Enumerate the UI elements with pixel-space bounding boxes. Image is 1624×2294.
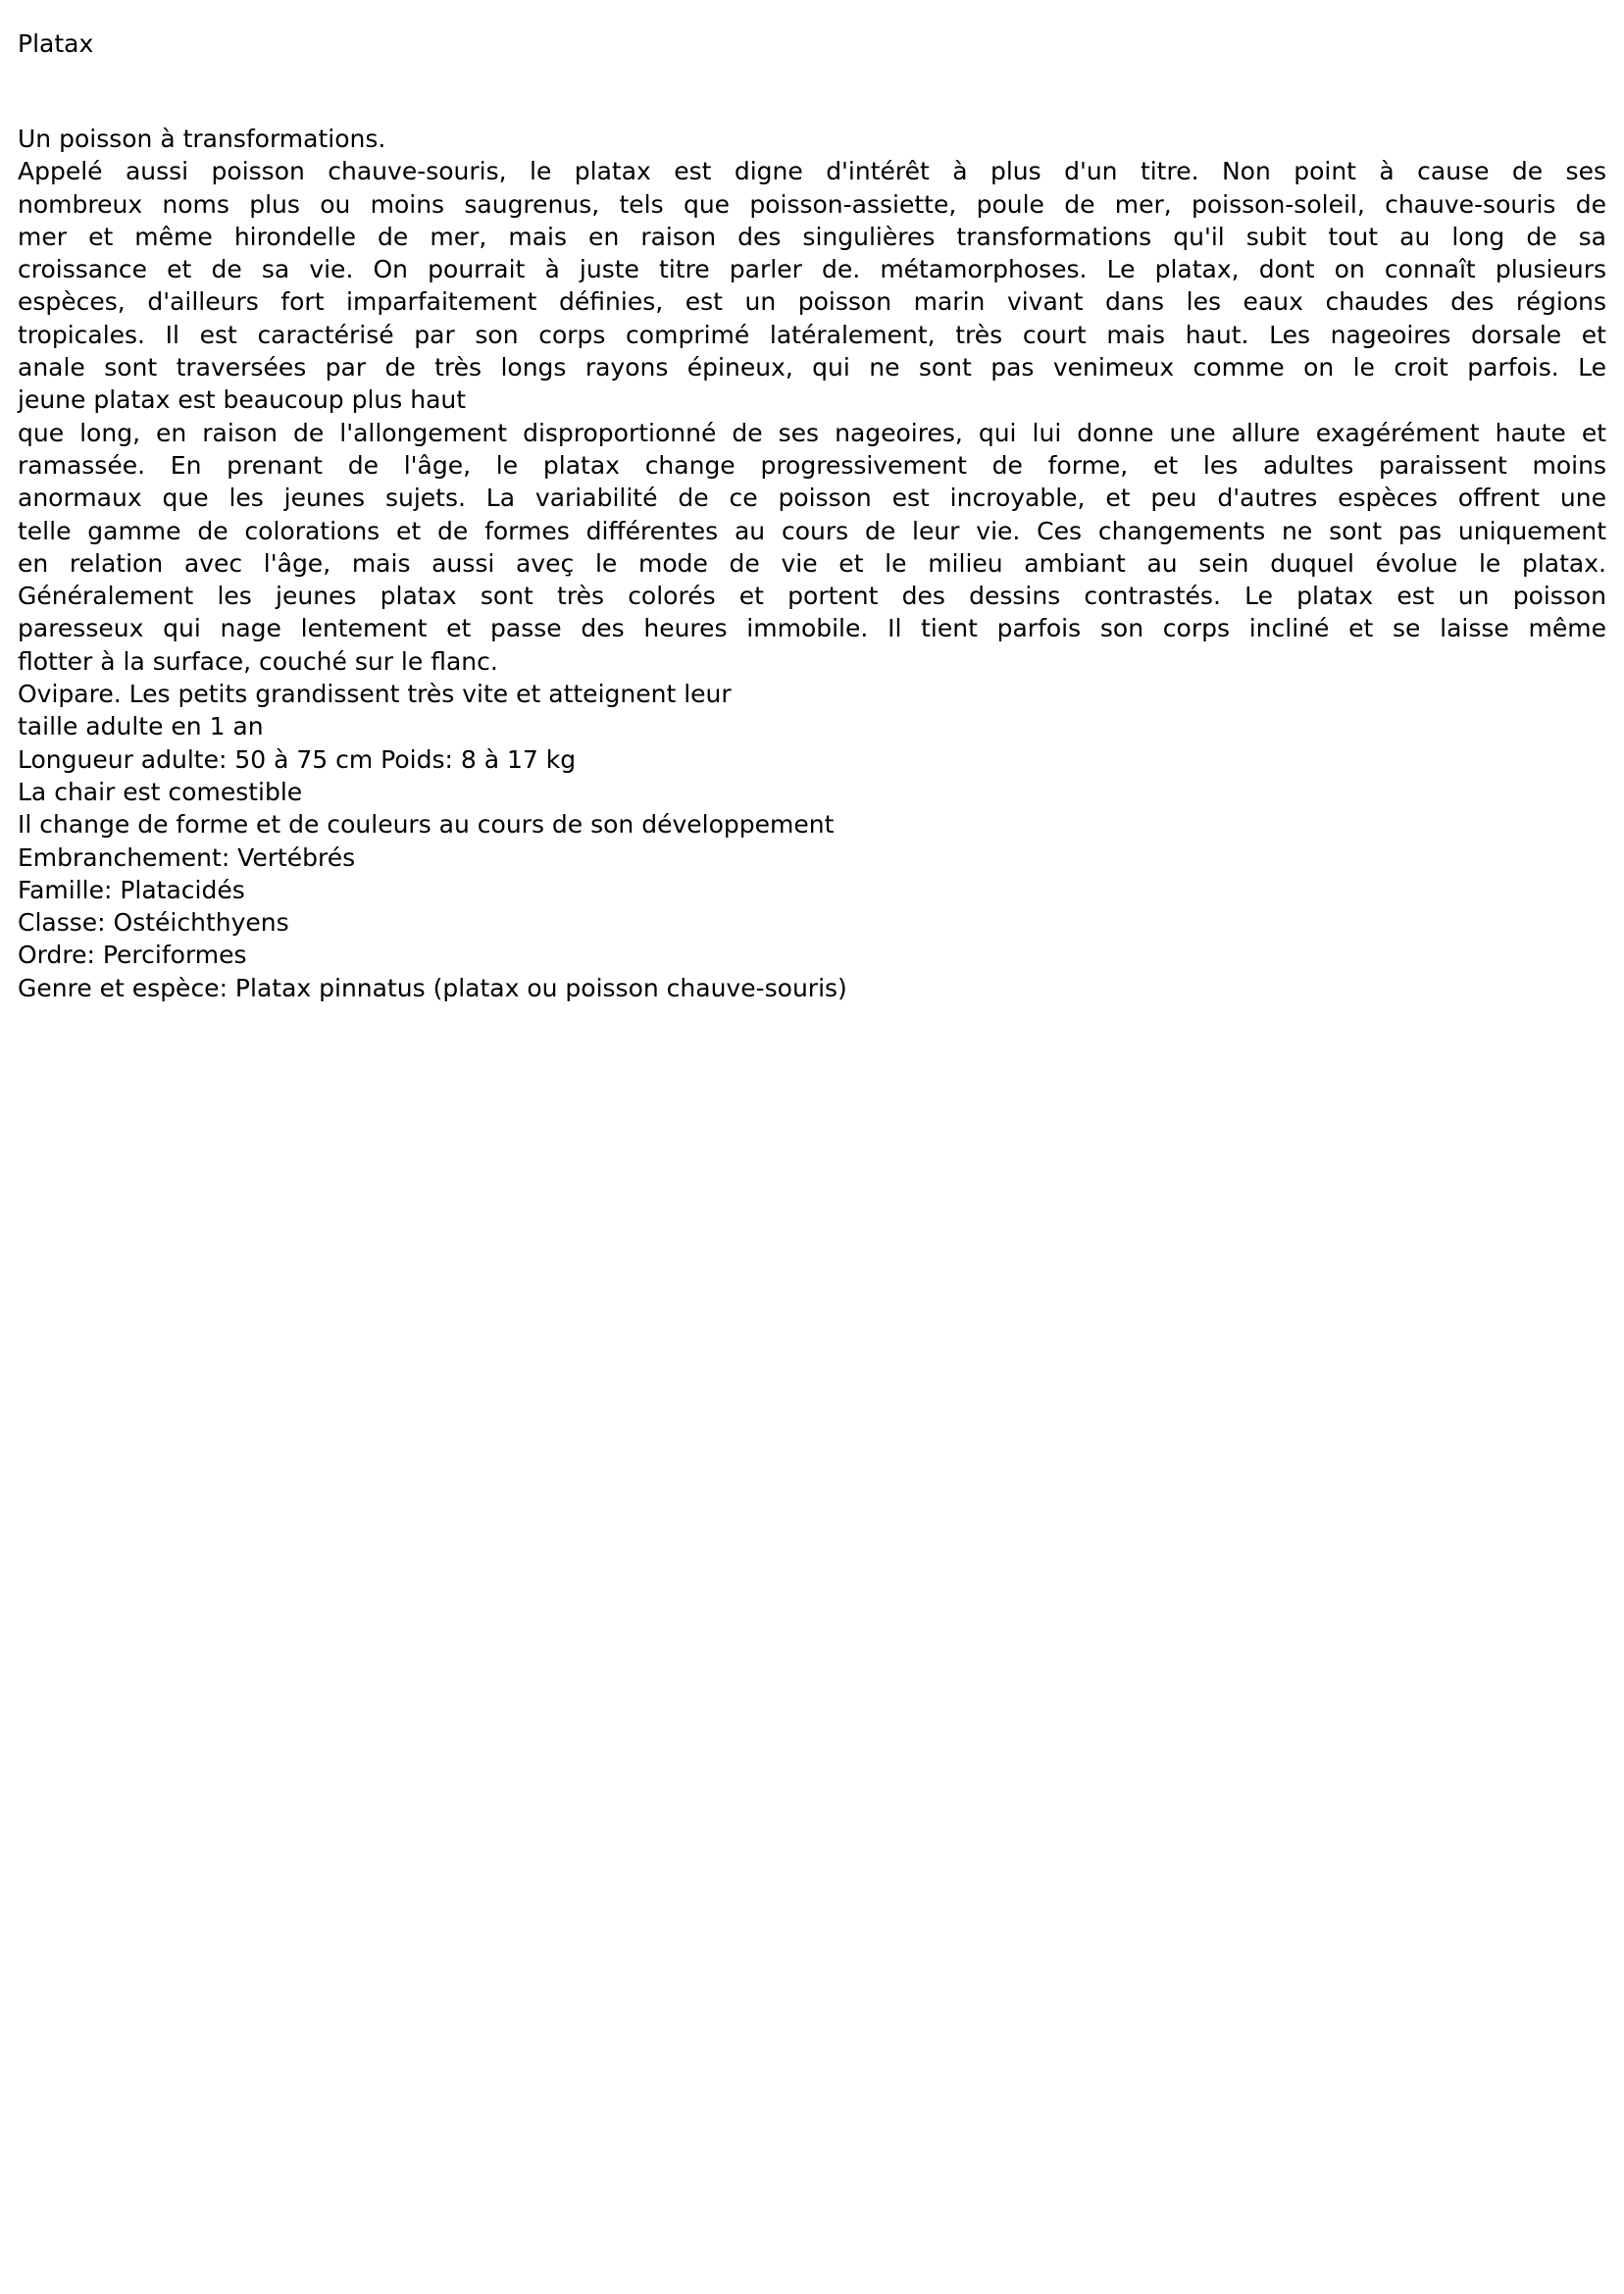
paragraph-2-line: que long, en raison de l'allongement disproportionné de ses nageoires, qui lui donne une allure exagérément haute et — [18, 418, 1606, 447]
paragraph-2-line: ramassée. En prenant de l'âge, le platax change progressivement de forme, et les adultes paraissent moins — [18, 450, 1606, 480]
document-body — [18, 123, 1606, 1004]
fact-line: Longueur adulte: 50 à 75 cm Poids: 8 à 17 kg — [18, 744, 577, 774]
paragraph-1-line: nombreux noms plus ou moins saugrenus, tels que poisson-assiette, poule de mer, poisson-soleil, chauve-souris de — [18, 189, 1606, 219]
paragraph-1-line: mer et même hirondelle de mer, mais en raison des singulières transformations qu'il subit tout au long de sa — [18, 222, 1606, 251]
fact-line: Ovipare. Les petits grandissent très vite et atteignent leur — [18, 680, 732, 709]
fact-line: Il change de forme et de couleurs au cours de son développement — [18, 810, 835, 840]
fact-line: La chair est comestible — [18, 777, 303, 806]
fact-line: Famille: Platacidés — [18, 875, 245, 904]
paragraph-2-line: Généralement les jeunes platax sont très colorés et portent des dessins contrastés. Le platax est un poisson — [18, 582, 1606, 611]
paragraph-1-last-line: jeune platax est beaucoup plus haut — [18, 385, 467, 415]
paragraph-1-line: Appelé aussi poisson chauve-souris, le platax est digne d'intérêt à plus d'un titre. Non point à cause de ses — [18, 157, 1606, 186]
paragraph-1-line: espèces, d'ailleurs fort imparfaitement définies, est un poisson marin vivant dans les eaux chaudes des régions — [18, 287, 1606, 317]
document-title: Platax — [18, 29, 94, 58]
subtitle: Un poisson à transformations. — [18, 125, 386, 153]
fact-line: taille adulte en 1 an — [18, 712, 264, 741]
paragraph-2-line: anormaux que les jeunes sujets. La variabilité de ce poisson est incroyable, et peu d'autres espèces offrent une — [18, 484, 1606, 513]
fact-line: Ordre: Perciformes — [18, 941, 247, 970]
paragraph-2-line: en relation avec l'âge, mais aussi aveç le mode de vie et le milieu ambiant au sein duquel évolue le platax. — [18, 548, 1606, 578]
paragraph-2-line: telle gamme de colorations et de formes différentes au cours de leur vie. Ces changements ne sont pas uniquement — [18, 516, 1606, 545]
fact-line: Classe: Ostéichthyens — [18, 908, 289, 938]
paragraph-2-line: paresseux qui nage lentement et passe des heures immobile. Il tient parfois son corps incliné et se laisse même — [18, 614, 1606, 643]
fact-line: Embranchement: Vertébrés — [18, 842, 356, 872]
paragraph-1-line: croissance et de sa vie. On pourrait à juste titre parler de. métamorphoses. Le platax, dont on connaît plusieurs — [18, 255, 1606, 284]
paragraph-2-last-line: flotter à la surface, couché sur le flanc. — [18, 646, 498, 676]
fact-line: Genre et espèce: Platax pinnatus (platax ou poisson chauve-souris) — [18, 973, 847, 1002]
paragraph-1-line: tropicales. Il est caractérisé par son corps comprimé latéralement, très court mais haut. Les nageoires dorsale et — [18, 320, 1606, 349]
paragraph-1-line: anale sont traversées par de très longs rayons épineux, qui ne sont pas venimeux comme on le croit parfois. Le — [18, 353, 1606, 382]
